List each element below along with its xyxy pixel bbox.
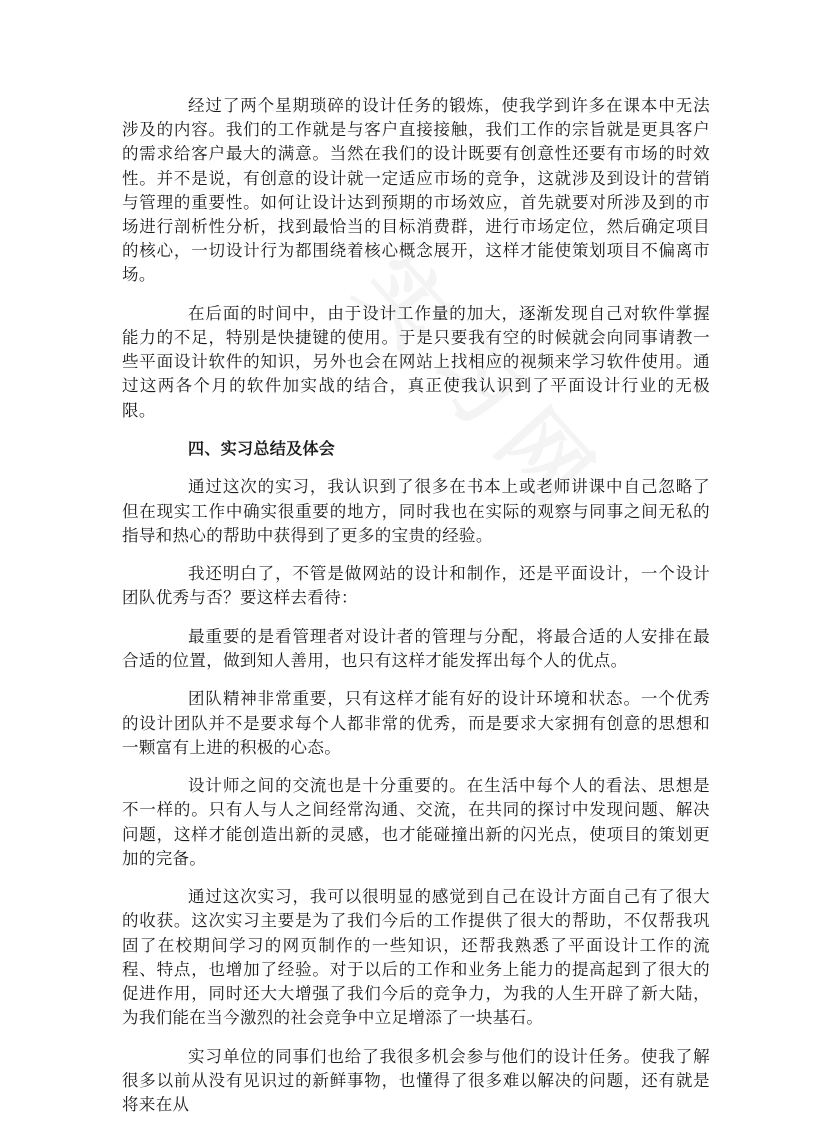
paragraph: 设计师之间的交流也是十分重要的。在生活中每个人的看法、思想是不一样的。只有人与人之间经常沟通、交流，在共同的探讨中发现问题、解决问题，这样才能创造出新的灵感，也才能碰撞出新的闪光点，使项目的策划更加的完备。 (122, 776, 710, 868)
document-body (122, 94, 710, 1131)
paragraph: 最重要的是看管理者对设计者的管理与分配，将最合适的人安排在最合适的位置，做到知人善用，也只有这样才能发挥出每个人的优点。 (122, 626, 710, 670)
paragraph: 通过这次实习，我可以很明显的感觉到自己在设计方面自己有了很大的收获。这次实习主要是为了我们今后的工作提供了很大的帮助，不仅帮我巩固了在校期间学习的网页制作的一些知识，还帮我熟悉了平面设计工作的流程、特点，也增加了经验。对于以后的工作和业务上能力的提高起到了很大的促进作用，同时还大大增强了我们今后的竞争力，为我的人生开辟了新大陆，为我们能在当今激烈的社会竞争中立足增添了一块基石。 (122, 887, 710, 1028)
paragraph: 实习单位的同事们也给了我很多机会参与他们的设计任务。使我了解很多以前从没有见识过的新鲜事物，也懂得了很多难以解决的问题，还有就是将来在从 (122, 1046, 710, 1114)
section-heading: 四、实习总结及体会 (188, 439, 336, 459)
paragraph: 通过这次的实习，我认识到了很多在书本上或老师讲课中自己忽略了但在现实工作中确实很重要的地方，同时我也在实际的观察与同事之间无私的指导和热心的帮助中获得到了更多的宝贵的经验。 (122, 477, 710, 545)
paragraph: 在后面的时间中，由于设计工作量的加大，逐渐发现自己对软件掌握能力的不足，特别是快捷键的使用。于是只要我有空的时候就会向同事请教一些平面设计软件的知识，另外也会在网站上找相应的视频来学习软件使用。通过这两各个月的软件加实战的结合，真正使我认识到了平面设计行业的无极限。 (122, 303, 710, 420)
paragraph: 团队精神非常重要，只有这样才能有好的设计环境和状态。一个优秀的设计团队并不是要求每个人都非常的优秀，而是要求大家拥有创意的思想和一颗富有上进的积极的心态。 (122, 689, 710, 757)
paragraph: 我还明白了，不管是做网站的设计和制作，还是平面设计，一个设计团队优秀与否？要这样去看待： (122, 564, 710, 608)
paragraph: 经过了两个星期琐碎的设计任务的锻炼，使我学到许多在课本中无法涉及的内容。我们的工作就是与客户直接接触，我们工作的宗旨就是更具客户的需求给客户最大的满意。当然在我们的设计既要有创意性还要有市场的时效性。并不是说，有创意的设计就一定适应市场的竞争，这就涉及到设计的营销与管理的重要性。如何让设计达到预期的市场效应，首先就要对所涉及到的市场进行剖析性分析，找到最恰当的目标消费群，进行市场定位，然后确定项目的核心，一切设计行为都围绕着核心概念展开，这样才能使策划项目不偏离市场。 (122, 96, 710, 285)
